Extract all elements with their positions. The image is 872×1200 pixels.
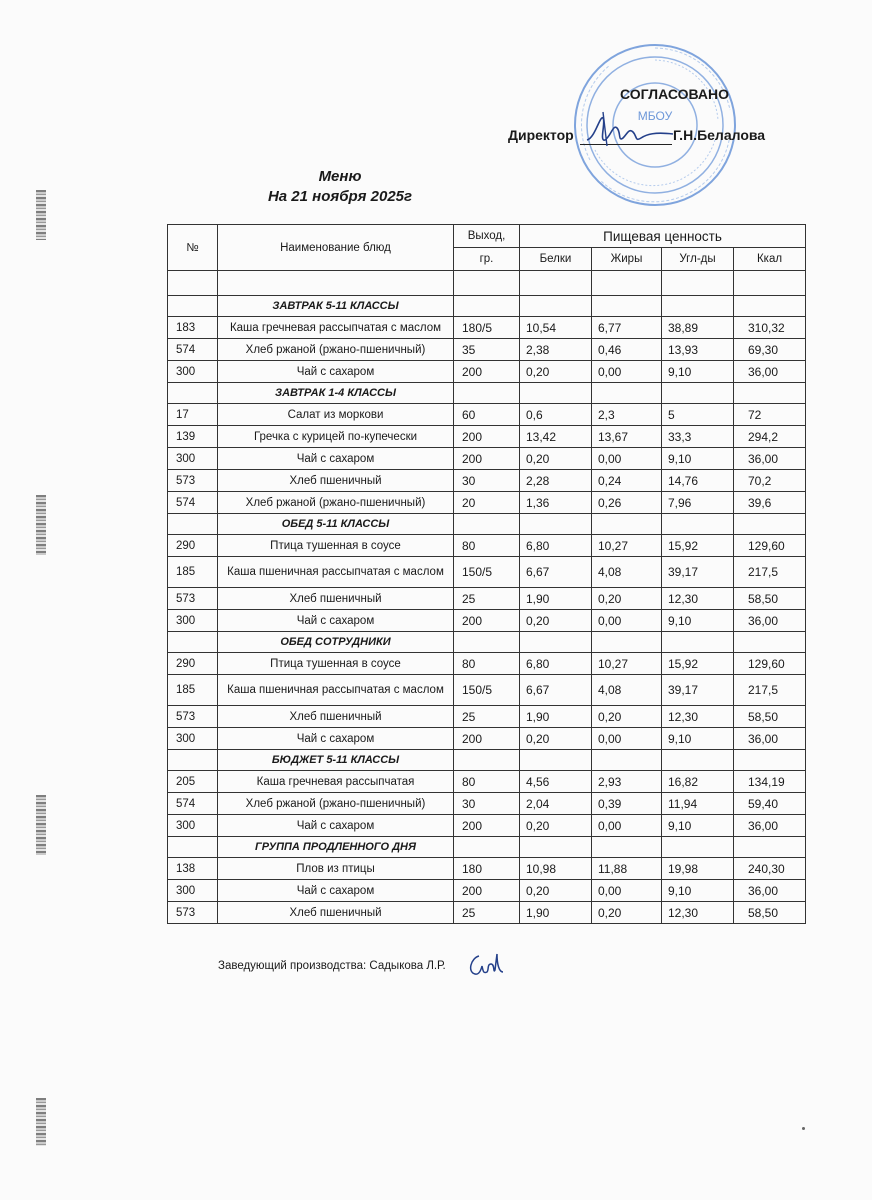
- dish-kcal: 36,00: [734, 610, 806, 632]
- dish-kcal: 240,30: [734, 858, 806, 880]
- dish-fat: 0,20: [592, 588, 662, 610]
- section-row: [168, 632, 806, 653]
- dish-yield: 200: [454, 880, 520, 902]
- dish-name: Птица тушенная в соусе: [218, 653, 454, 675]
- dish-fat: 13,67: [592, 426, 662, 448]
- dish-kcal: 36,00: [734, 880, 806, 902]
- dish-yield: 200: [454, 448, 520, 470]
- dish-name: Чай с сахаром: [218, 361, 454, 383]
- dish-kcal: 59,40: [734, 793, 806, 815]
- document-date: На 21 ноября 2025г: [267, 188, 413, 205]
- scan-edge-mark: [36, 495, 46, 555]
- dish-protein: 13,42: [520, 426, 592, 448]
- dish-kcal: 134,19: [734, 771, 806, 793]
- dish-fat: 11,88: [592, 858, 662, 880]
- dish-code: 300: [168, 448, 218, 470]
- dish-code: 17: [168, 404, 218, 426]
- section-row: [168, 514, 806, 535]
- dish-protein: 6,80: [520, 535, 592, 557]
- section-row: [168, 750, 806, 771]
- table-row: [168, 339, 806, 361]
- dish-code: 183: [168, 317, 218, 339]
- dish-carbs: 5: [662, 404, 734, 426]
- dish-code: 574: [168, 492, 218, 514]
- dish-carbs: 9,10: [662, 880, 734, 902]
- table-row: [168, 793, 806, 815]
- dish-name: Каша гречневая рассыпчатая с маслом: [218, 317, 454, 339]
- dish-yield: 180: [454, 858, 520, 880]
- table-row: [168, 492, 806, 514]
- dish-name: Хлеб ржаной (ржано-пшеничный): [218, 492, 454, 514]
- dish-fat: 4,08: [592, 675, 662, 706]
- director-name: Г.Н.Белалова: [673, 127, 766, 143]
- dish-kcal: 58,50: [734, 902, 806, 924]
- header-yield-unit: гр.: [454, 248, 520, 271]
- dish-code: 573: [168, 706, 218, 728]
- dish-kcal: 217,5: [734, 675, 806, 706]
- dish-name: Каша пшеничная рассыпчатая с маслом: [218, 557, 454, 588]
- header-num: №: [168, 225, 218, 271]
- section-title: ОБЕД СОТРУДНИКИ: [218, 632, 454, 653]
- dish-carbs: 39,17: [662, 557, 734, 588]
- dish-name: Хлеб пшеничный: [218, 902, 454, 924]
- dish-yield: 25: [454, 902, 520, 924]
- header-nutrition: Пищевая ценность: [520, 225, 806, 248]
- dish-name: Чай с сахаром: [218, 815, 454, 837]
- dish-fat: 0,00: [592, 815, 662, 837]
- dish-kcal: 58,50: [734, 706, 806, 728]
- dish-carbs: 9,10: [662, 815, 734, 837]
- dish-code: 185: [168, 557, 218, 588]
- dish-code: 185: [168, 675, 218, 706]
- dish-yield: 80: [454, 771, 520, 793]
- section-title: ГРУППА ПРОДЛЕННОГО ДНЯ: [218, 837, 454, 858]
- dish-yield: 150/5: [454, 675, 520, 706]
- dish-carbs: 15,92: [662, 535, 734, 557]
- director-signature: [585, 110, 675, 150]
- stamp-center-text: МБОУ: [637, 109, 673, 123]
- dish-code: 300: [168, 361, 218, 383]
- scan-speck: [802, 1127, 805, 1130]
- dish-code: 300: [168, 610, 218, 632]
- dish-carbs: 33,3: [662, 426, 734, 448]
- dish-protein: 2,28: [520, 470, 592, 492]
- table-row: [168, 426, 806, 448]
- dish-protein: 2,38: [520, 339, 592, 361]
- dish-carbs: 9,10: [662, 361, 734, 383]
- dish-fat: 0,00: [592, 610, 662, 632]
- manager-signature: [465, 950, 505, 980]
- dish-carbs: 11,94: [662, 793, 734, 815]
- dish-protein: 1,90: [520, 902, 592, 924]
- dish-protein: 10,54: [520, 317, 592, 339]
- dish-name: Плов из птицы: [218, 858, 454, 880]
- dish-yield: 200: [454, 361, 520, 383]
- dish-protein: 1,36: [520, 492, 592, 514]
- dish-fat: 6,77: [592, 317, 662, 339]
- dish-fat: 0,00: [592, 880, 662, 902]
- table-row: [168, 675, 806, 706]
- dish-protein: 0,6: [520, 404, 592, 426]
- dish-name: Чай с сахаром: [218, 448, 454, 470]
- dish-carbs: 16,82: [662, 771, 734, 793]
- dish-protein: 0,20: [520, 880, 592, 902]
- dish-carbs: 7,96: [662, 492, 734, 514]
- dish-carbs: 12,30: [662, 588, 734, 610]
- dish-fat: 2,93: [592, 771, 662, 793]
- dish-fat: 0,26: [592, 492, 662, 514]
- header-fat: Жиры: [592, 248, 662, 271]
- dish-kcal: 36,00: [734, 815, 806, 837]
- table-row: [168, 858, 806, 880]
- dish-yield: 60: [454, 404, 520, 426]
- dish-name: Хлеб ржаной (ржано-пшеничный): [218, 793, 454, 815]
- dish-code: 290: [168, 535, 218, 557]
- dish-protein: 2,04: [520, 793, 592, 815]
- dish-code: 205: [168, 771, 218, 793]
- dish-code: 574: [168, 339, 218, 361]
- dish-code: 573: [168, 588, 218, 610]
- dish-yield: 150/5: [454, 557, 520, 588]
- header-protein: Белки: [520, 248, 592, 271]
- dish-fat: 10,27: [592, 653, 662, 675]
- approval-title: СОГЛАСОВАНО: [620, 86, 729, 102]
- dish-kcal: 39,6: [734, 492, 806, 514]
- dish-carbs: 9,10: [662, 728, 734, 750]
- dish-kcal: 217,5: [734, 557, 806, 588]
- dish-carbs: 15,92: [662, 653, 734, 675]
- dish-fat: 0,00: [592, 728, 662, 750]
- dish-name: Хлеб пшеничный: [218, 470, 454, 492]
- table-row: [168, 880, 806, 902]
- dish-code: 573: [168, 902, 218, 924]
- dish-protein: 1,90: [520, 706, 592, 728]
- header-kcal: Ккал: [734, 248, 806, 271]
- blank-row: [168, 271, 806, 296]
- table-row: [168, 470, 806, 492]
- dish-kcal: 70,2: [734, 470, 806, 492]
- dish-protein: 4,56: [520, 771, 592, 793]
- dish-protein: 0,20: [520, 610, 592, 632]
- menu-table: [167, 224, 806, 924]
- dish-name: Каша пшеничная рассыпчатая с маслом: [218, 675, 454, 706]
- dish-protein: 0,20: [520, 728, 592, 750]
- table-header-row: [168, 225, 806, 248]
- dish-fat: 0,39: [592, 793, 662, 815]
- table-row: [168, 610, 806, 632]
- dish-carbs: 14,76: [662, 470, 734, 492]
- section-row: [168, 837, 806, 858]
- dish-yield: 80: [454, 535, 520, 557]
- header-dish-name: Наименование блюд: [218, 225, 454, 271]
- table-row: [168, 771, 806, 793]
- dish-name: Гречка с курицей по-купечески: [218, 426, 454, 448]
- dish-name: Хлеб пшеничный: [218, 706, 454, 728]
- table-row: [168, 317, 806, 339]
- dish-fat: 0,20: [592, 902, 662, 924]
- production-manager-note: Заведующий производства: Садыкова Л.Р.: [218, 960, 446, 972]
- dish-yield: 200: [454, 728, 520, 750]
- table-row: [168, 361, 806, 383]
- dish-protein: 0,20: [520, 361, 592, 383]
- dish-kcal: 36,00: [734, 728, 806, 750]
- dish-code: 290: [168, 653, 218, 675]
- dish-carbs: 19,98: [662, 858, 734, 880]
- dish-code: 573: [168, 470, 218, 492]
- dish-fat: 0,00: [592, 448, 662, 470]
- dish-code: 300: [168, 815, 218, 837]
- dish-kcal: 294,2: [734, 426, 806, 448]
- section-title: ОБЕД 5-11 КЛАССЫ: [218, 514, 454, 535]
- dish-carbs: 12,30: [662, 902, 734, 924]
- document-title: Меню: [318, 168, 362, 185]
- table-row: [168, 535, 806, 557]
- dish-carbs: 39,17: [662, 675, 734, 706]
- dish-name: Каша гречневая рассыпчатая: [218, 771, 454, 793]
- dish-carbs: 9,10: [662, 610, 734, 632]
- dish-name: Чай с сахаром: [218, 728, 454, 750]
- dish-code: 300: [168, 728, 218, 750]
- dish-code: 574: [168, 793, 218, 815]
- section-row: [168, 383, 806, 404]
- dish-protein: 10,98: [520, 858, 592, 880]
- table-row: [168, 728, 806, 750]
- section-title: ЗАВТРАК 5-11 КЛАССЫ: [218, 296, 454, 317]
- dish-name: Хлеб ржаной (ржано-пшеничный): [218, 339, 454, 361]
- table-row: [168, 404, 806, 426]
- dish-yield: 200: [454, 610, 520, 632]
- dish-protein: 6,67: [520, 557, 592, 588]
- dish-protein: 0,20: [520, 448, 592, 470]
- dish-name: Птица тушенная в соусе: [218, 535, 454, 557]
- header-yield: Выход,: [454, 225, 520, 248]
- dish-yield: 25: [454, 706, 520, 728]
- dish-carbs: 13,93: [662, 339, 734, 361]
- header-carbs: Угл-ды: [662, 248, 734, 271]
- dish-kcal: 36,00: [734, 361, 806, 383]
- dish-yield: 80: [454, 653, 520, 675]
- dish-yield: 35: [454, 339, 520, 361]
- table-row: [168, 706, 806, 728]
- dish-fat: 0,20: [592, 706, 662, 728]
- dish-yield: 20: [454, 492, 520, 514]
- table-row: [168, 557, 806, 588]
- dish-yield: 200: [454, 815, 520, 837]
- table-row: [168, 588, 806, 610]
- dish-carbs: 12,30: [662, 706, 734, 728]
- dish-kcal: 36,00: [734, 448, 806, 470]
- dish-kcal: 58,50: [734, 588, 806, 610]
- dish-name: Чай с сахаром: [218, 880, 454, 902]
- dish-protein: 1,90: [520, 588, 592, 610]
- director-role: Директор: [508, 127, 574, 143]
- dish-yield: 25: [454, 588, 520, 610]
- table-row: [168, 448, 806, 470]
- dish-yield: 200: [454, 426, 520, 448]
- scan-edge-mark: [36, 190, 46, 240]
- dish-protein: 0,20: [520, 815, 592, 837]
- dish-fat: 0,46: [592, 339, 662, 361]
- dish-kcal: 72: [734, 404, 806, 426]
- dish-fat: 0,24: [592, 470, 662, 492]
- section-title: БЮДЖЕТ 5-11 КЛАССЫ: [218, 750, 454, 771]
- dish-carbs: 38,89: [662, 317, 734, 339]
- dish-fat: 4,08: [592, 557, 662, 588]
- scan-edge-mark: [36, 1098, 46, 1146]
- table-row: [168, 653, 806, 675]
- table-row: [168, 902, 806, 924]
- dish-yield: 30: [454, 470, 520, 492]
- section-row: [168, 296, 806, 317]
- dish-fat: 0,00: [592, 361, 662, 383]
- dish-fat: 10,27: [592, 535, 662, 557]
- scan-edge-mark: [36, 795, 46, 855]
- dish-kcal: 310,32: [734, 317, 806, 339]
- dish-protein: 6,80: [520, 653, 592, 675]
- dish-code: 300: [168, 880, 218, 902]
- dish-yield: 180/5: [454, 317, 520, 339]
- dish-code: 139: [168, 426, 218, 448]
- dish-name: Чай с сахаром: [218, 610, 454, 632]
- dish-kcal: 129,60: [734, 535, 806, 557]
- dish-yield: 30: [454, 793, 520, 815]
- dish-name: Хлеб пшеничный: [218, 588, 454, 610]
- dish-name: Салат из моркови: [218, 404, 454, 426]
- dish-code: 138: [168, 858, 218, 880]
- dish-kcal: 129,60: [734, 653, 806, 675]
- dish-carbs: 9,10: [662, 448, 734, 470]
- dish-fat: 2,3: [592, 404, 662, 426]
- dish-protein: 6,67: [520, 675, 592, 706]
- section-title: ЗАВТРАК 1-4 КЛАССЫ: [218, 383, 454, 404]
- table-row: [168, 815, 806, 837]
- dish-kcal: 69,30: [734, 339, 806, 361]
